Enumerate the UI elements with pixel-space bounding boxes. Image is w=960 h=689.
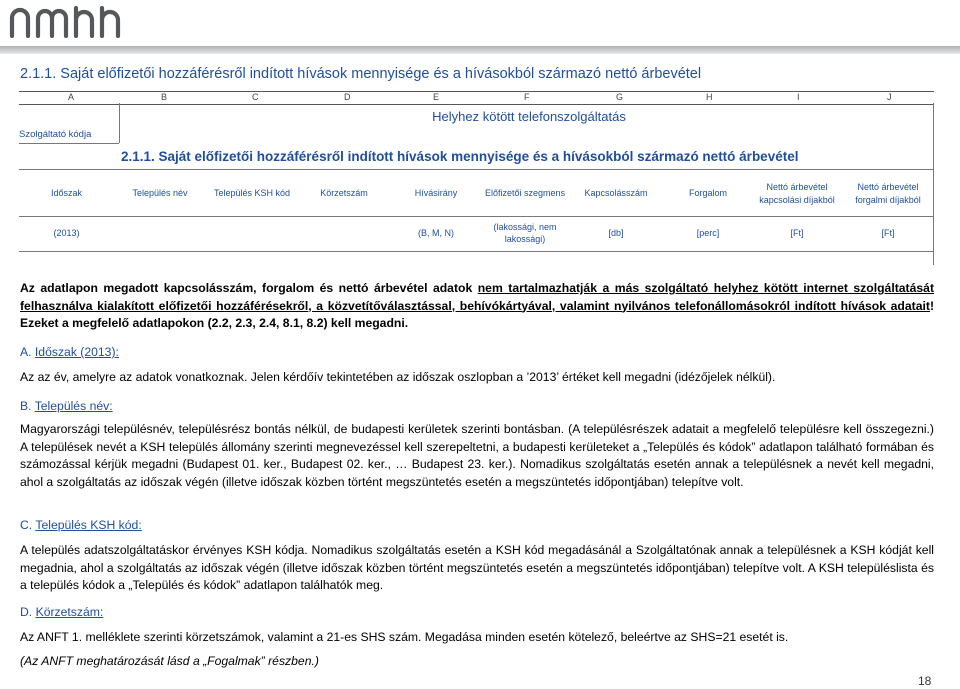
column-letter: H: [706, 92, 713, 102]
form-table: [19, 91, 934, 265]
notice-text: Az adatlapon megadott kapcsolásszám, forgalom és nettó árbevétel adatok: [20, 281, 478, 295]
header-bar: [0, 46, 960, 54]
column-letter: J: [887, 92, 892, 102]
nmhh-logo: [8, 4, 130, 38]
section-heading-b: B. Település név:: [20, 399, 113, 413]
header-cell: Időszak: [50, 188, 83, 199]
notice-text-end: ! Ezeket a megfelelő adatlapokon (2.2, 2.3, 2.4, 8.1, 8.2) kell megadni.: [20, 298, 934, 330]
header-cell: Hívásirány: [414, 188, 458, 199]
header-cell: Település név: [132, 188, 188, 199]
table-title: 2.1.1. Saját előfizetői hozzáférésről indított hívások mennyisége és a hívásokból származó nettó árbevétel: [121, 149, 799, 164]
notice-underlined-text: nem tartalmazhatják a más szolgáltató helyhez kötött internet szolgáltatását felhasználva kialakított előfizetői hozzáférésekről, a közvetítőválasztással, behívókártyával, valamint nyilvános telefonállomásokról indított hívások adatait: [20, 281, 935, 313]
unit-cell: (B, M, N): [418, 228, 454, 239]
header-cell: Nettó árbevétel forgalmi díjakból: [855, 181, 921, 205]
column-letter: D: [344, 92, 351, 102]
column-letter: B: [161, 92, 168, 102]
section-text-d: Az ANFT 1. melléklete szerinti körzetszámok, valamint a 21-es SHS szám. Megadása minden esetén kötelező, beleértve az SHS=21 esetét is.: [20, 630, 789, 644]
section-text-a: Az az év, amelyre az adatok vonatkoznak. Jelen kérdőív tekintetében az időszak oszlopban a ’2013’ értéket kell megadni (idézőjelek nélkül).: [20, 370, 776, 384]
section-text-c: A település adatszolgáltatáskor érvényes KSH kódja. Nomadikus szolgáltatás esetén a KSH kód megadásánál a Szolgáltatónak annak a településnek a KSH kódját kell megadnia, ahol a szolgáltatás az időszak végén (illetve időszak közben történt megszüntetés esetén a megszüntetés időpontjában) telepítve volt. A KSH településlista és a település kódok a „Település és kódok” adatlapon találhatók meg.: [20, 543, 934, 592]
column-letter: A: [68, 92, 75, 102]
column-letter: E: [433, 92, 440, 102]
header-cell: Település KSH kód: [213, 188, 291, 199]
section-text-b: Magyarországi településnév, településrész bontás nélkül, de budapesti kerületek szerinti bontásban. (A településrészek adatait a megfelelő településre kell összegezni.) A települések nevét a KSH település állomány szerinti megnevezéssel kell szerepeltetni, a budapesti kerületeket a „Település és kódok” adatlapon található formában és számozással kérjük megadni (Budapest 01. ker., Budapest 02. ker., … Budapest 23. ker.). Nomadikus szolgáltatás esetén annak a településnek a nevét kell megadni, ahol a szolgáltatás az időszak végén (illetve időszak közben történt megszüntetés esetén a megszüntetés időpontjában) telepítve volt.: [20, 422, 934, 489]
unit-cell: (2013): [53, 228, 80, 239]
unit-cell: [db]: [608, 228, 624, 239]
header-cell: Forgalom: [688, 188, 727, 199]
section-heading-a: A. Időszak (2013):: [20, 345, 119, 359]
unit-cell: [Ft]: [881, 228, 895, 239]
unit-cell: (lakossági, nem lakossági): [493, 222, 557, 244]
notice-paragraph: [20, 280, 934, 333]
page-number: 18: [918, 674, 932, 688]
service-title: Helyhez kötött telefonszolgáltatás: [432, 109, 626, 124]
unit-cell: [Ft]: [790, 228, 804, 239]
header-cell: Körzetszám: [320, 188, 368, 199]
column-letter: C: [252, 92, 259, 102]
column-letter: G: [616, 92, 624, 102]
provider-code-label: Szolgáltató kódja: [19, 129, 92, 140]
header-cell: Nettó árbevétel kapcsolási díjakból: [759, 181, 835, 205]
section-heading-d: D. Körzetszám:: [20, 605, 104, 619]
section-heading-c: C. Település KSH kód:: [20, 518, 142, 532]
column-letter: I: [797, 92, 800, 102]
footnote: (Az ANFT meghatározását lásd a „Fogalmak” részben.): [20, 654, 319, 668]
column-letters: [19, 91, 934, 105]
page-title: 2.1.1. Saját előfizetői hozzáférésről indított hívások mennyisége és a hívásokból származó nettó árbevétel: [20, 66, 702, 82]
header-cell: Kapcsolásszám: [584, 188, 648, 199]
header-cell: Előfizetői szegmens: [484, 188, 566, 199]
column-letter: F: [524, 92, 530, 102]
unit-cell: [perc]: [696, 228, 720, 239]
